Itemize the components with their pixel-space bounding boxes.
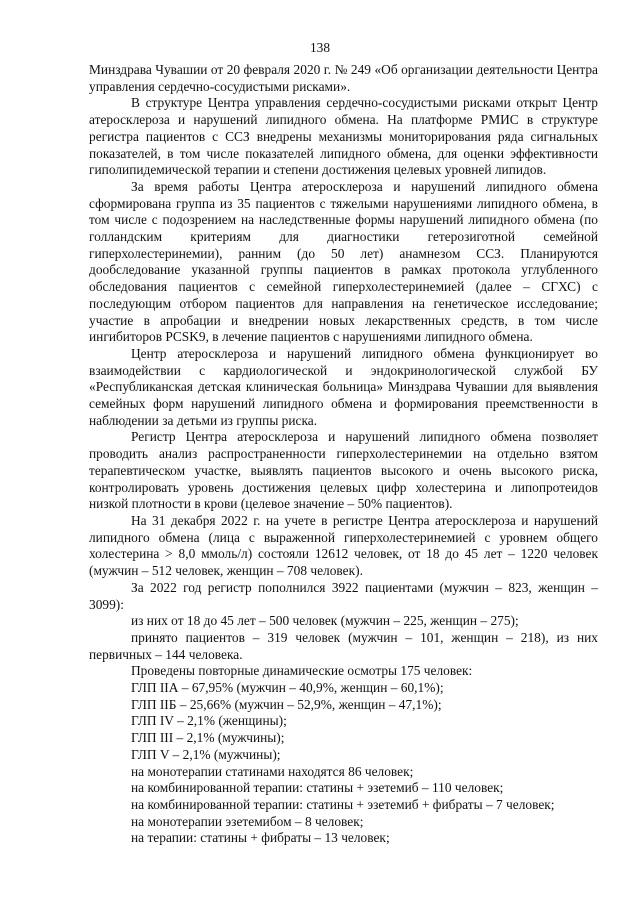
paragraph-center-structure: В структуре Центра управления сердечно-сосудистыми рисками открыт Центр атеросклероза и нарушений липидного обмена. На платформе РМИС в структуре регистра пациентов с ССЗ внедрены механизмы мониторирования ряда сигнальных показателей, в том числе показателей липидного обмена, для оценки эффективности гиполипидемической терапии и степени достижения целевых уровней липидов. — [89, 95, 598, 178]
list-item: на комбинированной терапии: статины + эзетемиб – 110 человек; — [131, 780, 504, 796]
paragraph-order-reference: Минздрава Чувашии от 20 февраля 2020 г. № 249 «Об организации деятельности Центра управления сердечно-сосудистыми рисками». — [89, 62, 598, 94]
paragraph-registry-additions: За 2022 год регистр пополнился 3922 пациентами (мужчин – 823, женщин – 3099): — [89, 579, 598, 612]
list-item: на терапии: статины + фибраты – 13 человек; — [131, 830, 390, 846]
list-item: принято пациентов – 319 человек (мужчин – 101, женщин – 218), из них первичных – 144 человека. — [89, 629, 598, 662]
document-body — [89, 62, 598, 847]
list-item: ГЛП IIА – 67,95% (мужчин – 40,9%, женщин – 60,1%); — [131, 680, 444, 696]
list-item: ГЛП IIБ – 25,66% (мужчин – 52,9%, женщин – 47,1%); — [131, 696, 442, 712]
list-item: ГЛП III – 2,1% (мужчины); — [131, 730, 285, 746]
list-item: из них от 18 до 45 лет – 500 человек (мужчин – 225, женщин – 275); — [131, 613, 519, 629]
list-item: на комбинированной терапии: статины + эзетемиб + фибраты – 7 человек; — [131, 796, 555, 812]
list-item: на монотерапии статинами находятся 86 человек; — [131, 763, 414, 779]
list-item: на монотерапии эзетемибом – 8 человек; — [131, 813, 364, 829]
paragraph-cooperation: Центр атеросклероза и нарушений липидного обмена функционирует во взаимодействии с кардиологической и эндокринологической службой БУ «Республиканская детская клиническая больница» Минздрава Чувашии для выявления семейных форм нарушений липидного обмена и формирования преемственности в наблюдении за детьми из группы риска. — [89, 345, 598, 428]
paragraph-patient-group: За время работы Центра атеросклероза и нарушений липидного обмена сформирована группа из 35 пациентов с тяжелыми нарушениями липидного обмена, в том числе с подозрением на наследственные формы нарушений липидного обмена (по голландским критериям для диагностики гетерозиготной семейной гиперхолестеринемии), ранним (до 50 лет) анамнезом ССЗ. Планируются дообследование указанной группы пациентов в рамках протокола углубленного обследования пациентов с семейной гиперхолестеринемией (далее – СГХС) с последующим отбором пациентов для направления на генетическое исследование; участие в апробации и внедрении новых лекарственных средств, в том числе ингибиторов PCSK9, в лечение пациентов с нарушениями липидного обмена. — [89, 178, 598, 345]
paragraph-registry-count: На 31 декабря 2022 г. на учете в регистре Центра атеросклероза и нарушений липидного обмена (лица с выраженной гиперхолестеринемией с уровнем общего холестерина > 8,0 ммоль/л) состояли 12612 человек, от 18 до 45 лет – 1220 человек (мужчин – 512 человек, женщин – 708 человек). — [89, 512, 598, 579]
list-item: Проведены повторные динамические осмотры 175 человек: — [131, 663, 473, 679]
page-number: 138 — [309, 40, 331, 55]
paragraph-registry-analysis: Регистр Центра атеросклероза и нарушений липидного обмена позволяет проводить анализ распространенности гиперхолестеринемии на отдельно взятом терапевтическом участке, выявлять пациентов высокого и очень высокого риска, контролировать уровень достижения целевых цифр холестерина и липопротеидов низкой плотности в крови (целевое значение – 50% пациентов). — [89, 429, 598, 512]
list-item: ГЛП IV – 2,1% (женщины); — [131, 713, 287, 729]
list-item: ГЛП V – 2,1% (мужчины); — [131, 746, 281, 762]
